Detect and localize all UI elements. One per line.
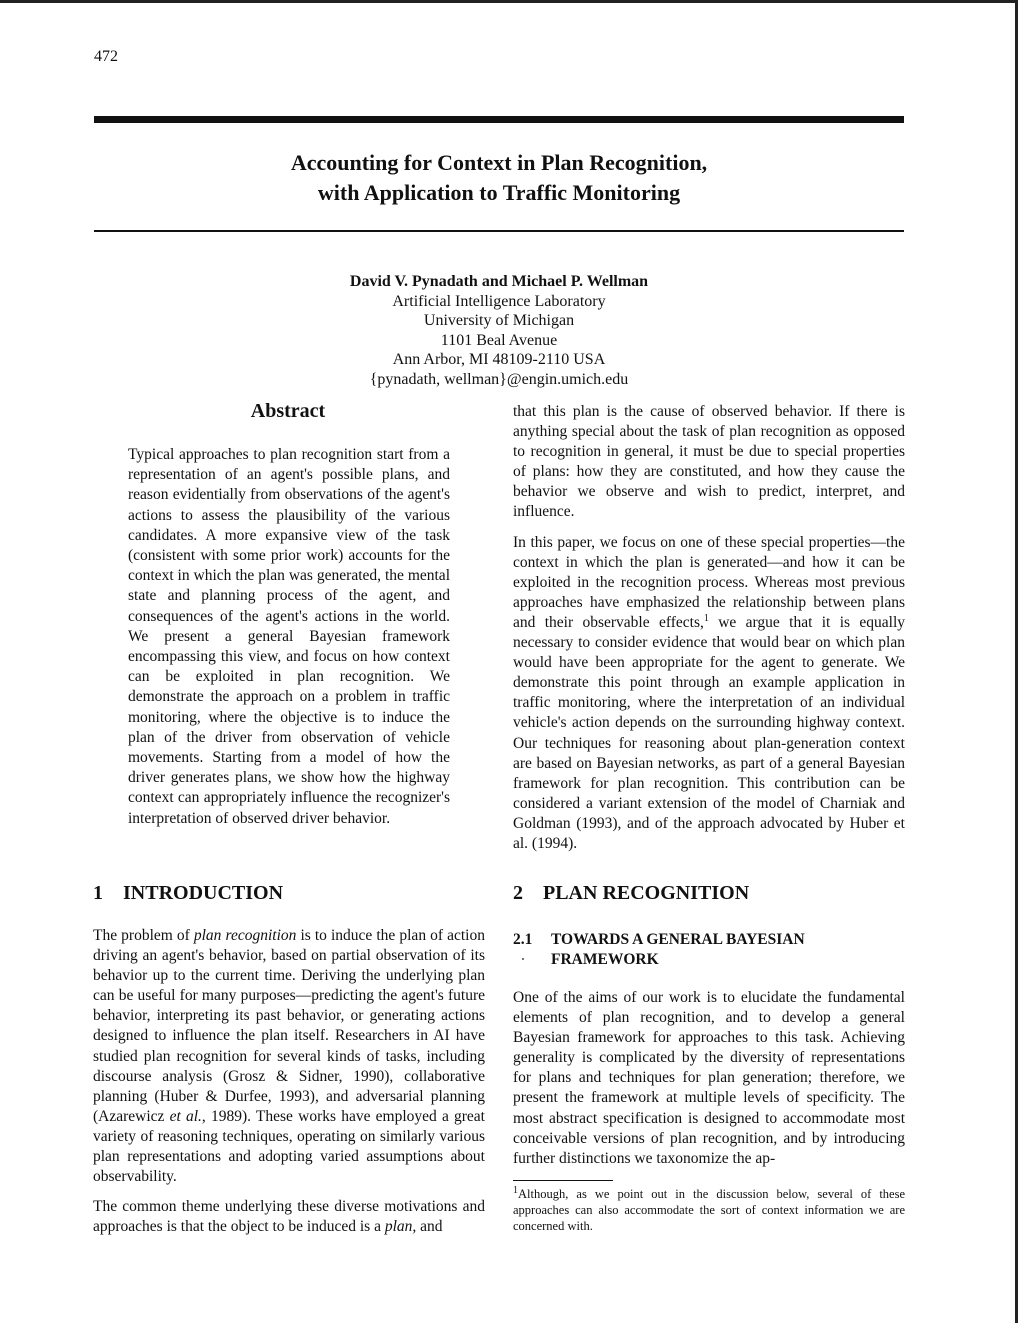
section-2-title: PLAN RECOGNITION [543,882,750,904]
title-top-rule [94,116,904,123]
right-paragraph-1: that this plan is the cause of observed behavior. If there is anything special about the task of plan recognition as opposed to recognition in general, it must be due to special properties of plans: how they are constituted, and how they cause the behavior we observe and wish to predict, interpret, and influence. [513,403,905,521]
author-block [94,272,904,389]
right-column-top [513,402,905,864]
title-line-2: with Application to Traffic Monitoring [317,180,681,205]
intro-paragraph-1: The problem of plan recognition is to induce the plan of action driving an agent's behavior, based on partial observation of its behavior up to the current time. Deriving the underlying plan can be useful for many purposes—predicting the agent's future behavior, interpreting its past behavior, or generating actions designed to influence the plan itself. Researchers in AI have studied plan recognition for several kinds of tasks, including discourse analysis (Grosz & Sidner, 1990), collaborative planning (Huber & Durfee, 1993), and adversarial planning (Azarewicz et al., 1989). These works have employed a great variety of reasoning techniques, operating on similarly various plan representations and adopting varied assumptions about observability. [93,927,485,1186]
author-street: 1101 Beal Avenue [440,331,558,349]
subsection-2-1-heading [513,930,851,970]
section-2-1-body: One of the aims of our work is to elucidate the fundamental elements of plan recognition, and to develop a general Bayesian framework for approaches to this task. Achieving generality is complicated by the diversity of representations for plans and techniques for plan generation; therefore, we present the framework at multiple levels of specificity. The most abstract specification is designed to accommodate most conceivable versions of plan recognition, and by introducing further distinctions we taxonomize the ap- [513,989,905,1167]
footnote-rule [513,1180,613,1181]
introduction-body [93,926,485,1247]
footnote-marker: 1 [513,1184,518,1196]
intro-paragraph-2: The common theme underlying these diverse motivations and approaches is that the object to be induced is a plan, and [93,1198,485,1236]
paper-title [94,148,904,208]
abstract-text: Typical approaches to plan recognition start from a representation of an agent's possible plans, and reason evidentially from observations of the agent's actions to assess the plausibility of the various candidates. A more expansive view of the task (consistent with some prior work) accounts for the context in which the plan was generated, the mental state and planning process of the agent, and consequences of the agent's actions in the world. We present a general Bayesian framework encompassing this view, and focus on how context can be exploited in plan recognition. We demonstrate the approach on a problem in traffic monitoring, where the objective is to induce the plan of the driver from observation of vehicle movements. Starting from a model of how the driver generates plans, we show how the highway context can appropriately influence the recognizer's interpretation of observed driver behavior. [128,446,450,827]
footnote-reference: 1 [703,612,709,624]
footnote-text: Although, as we point out in the discussion below, several of these approaches can also accommodate the sort of context information we are concerned with. [513,1187,905,1233]
title-bottom-rule [94,230,904,232]
subsection-2-1-title: TOWARDS A GENERAL BAYESIAN FRAMEWORK [551,931,805,968]
author-city: Ann Arbor, MI 48109-2110 USA [392,351,606,368]
section-1-heading [93,882,283,905]
abstract-heading: Abstract [250,400,326,422]
author-university: University of Michigan [423,312,575,329]
section-2-number: 2 [513,882,523,904]
section-1-title: INTRODUCTION [123,882,284,904]
title-line-1: Accounting for Context in Plan Recognition, [290,150,708,175]
page-frame-top [0,0,1018,3]
author-names: David V. Pynadath and Michael P. Wellman [349,273,649,290]
footnote-1 [513,1186,905,1234]
page-frame-right [1015,0,1018,1323]
section-2-heading [513,882,749,905]
subsection-2-1-number: 2.1 [513,931,533,948]
print-speck [522,958,524,960]
right-paragraph-2: In this paper, we focus on one of these special properties—the context in which the plan is generated—and how it can be exploited in the recognition process. Whereas most previous approaches have emphasized the relationship between plans and their observable effects,$^1$ we argue that it is equally necessary to consider evidence that would bear on which plan would have been appropriate for the agent to generate. We demonstrate this point through an example application in traffic monitoring, where the interpretation of an individual vehicle's action depends on the surrounding highway context. Our techniques for reasoning about plan-generation context are based on Bayesian networks, as part of a general Bayesian framework for plan recognition. This contribution can be considered a variant extension of the model of Charniak and Goldman (1993), and of the approach advocated by Huber et al. (1994). [513,533,905,852]
section-1-number: 1 [93,882,103,904]
author-affiliation: Artificial Intelligence Laboratory [392,292,606,310]
author-email: {pynadath, wellman}@engin.umich.edu [369,370,629,388]
page-number: 472 [94,48,118,65]
